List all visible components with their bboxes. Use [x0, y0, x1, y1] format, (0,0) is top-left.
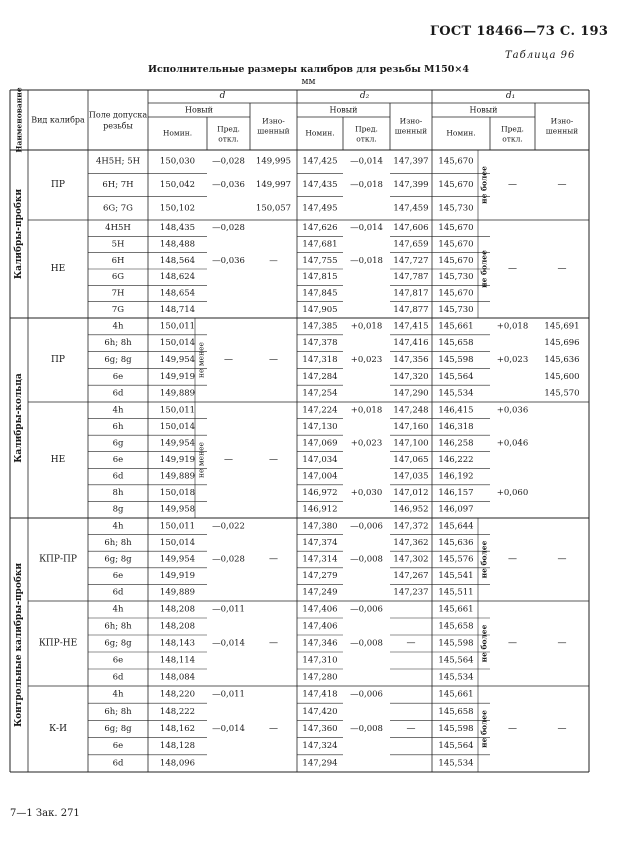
d2-nominal-cell: 147,420: [302, 706, 338, 717]
col-worn-header: шенный: [394, 126, 428, 136]
d2-nominal-cell: 147,406: [302, 621, 338, 632]
d1-deviation-cell: +0,060: [496, 488, 529, 499]
d2-worn-cell: 147,817: [393, 288, 429, 299]
col-worn-header: шенный: [545, 126, 579, 136]
field-cell: 6h; 8h: [104, 706, 132, 717]
d2-nominal-cell: 147,755: [302, 255, 338, 266]
d-nominal-cell: 149,889: [159, 471, 196, 482]
d2-nominal-cell: 147,380: [302, 521, 338, 532]
d-nominal-cell: 149,958: [159, 504, 196, 515]
d2-worn-cell: 147,877: [393, 304, 429, 315]
d2-nominal-cell: 146,912: [302, 504, 338, 515]
d1-nominal-cell: 145,730: [438, 304, 474, 315]
d1-deviation-cell: —: [508, 638, 517, 649]
col-d2-header: d₂: [359, 91, 370, 101]
d-worn-cell: —: [269, 255, 278, 266]
field-cell: 6d: [112, 672, 124, 683]
d2-worn-cell: 147,372: [393, 521, 429, 532]
field-cell: 6e: [112, 741, 124, 752]
d2-nominal-cell: 147,318: [302, 355, 338, 365]
d2-deviation-cell: —0,018: [350, 255, 383, 266]
d-deviation-cell: —: [224, 355, 233, 365]
d-nominal-cell: 148,208: [159, 621, 196, 632]
d-nominal-cell: 149,954: [159, 355, 196, 365]
d2-worn-cell: 147,415: [393, 321, 429, 332]
d1-deviation-cell: —: [508, 724, 517, 734]
col-nominal-header: Номин.: [162, 128, 193, 138]
d2-nominal-cell: 147,815: [302, 272, 338, 283]
field-cell: 4h: [112, 689, 124, 700]
d2-nominal-cell: 147,249: [302, 587, 338, 598]
d1-deviation-cell: —: [508, 180, 517, 190]
col-deviation-header: Пред.: [217, 124, 240, 134]
d1-nominal-cell: 145,730: [438, 272, 474, 283]
d2-deviation-cell: —0,014: [350, 223, 383, 234]
field-cell: 4h: [112, 521, 124, 532]
col-field-header: Поле допуска: [88, 110, 148, 120]
d2-worn-cell: 147,397: [393, 156, 429, 167]
d2-nominal-cell: 147,284: [302, 371, 338, 382]
d2-nominal-cell: 147,406: [302, 604, 338, 615]
d1-worn-cell: 145,691: [544, 321, 580, 332]
field-cell: 6d: [112, 471, 124, 482]
d2-nominal-cell: 147,324: [302, 741, 338, 752]
field-cell: 6g; 8g: [104, 638, 132, 649]
d-nominal-cell: 150,014: [159, 338, 196, 349]
d1-nominal-cell: 145,534: [438, 672, 474, 683]
field-cell: 4H5H: [105, 223, 131, 234]
d2-nominal-cell: 147,385: [302, 321, 338, 332]
d1-nominal-cell: 145,661: [438, 604, 474, 615]
note-label: не менее: [196, 442, 206, 478]
d1-nominal-cell: 145,564: [438, 655, 474, 666]
d-nominal-cell: 148,222: [159, 706, 196, 717]
kind-label: НЕ: [50, 455, 66, 465]
d2-deviation-cell: —0,008: [350, 638, 383, 649]
field-cell: 6g; 8g: [104, 554, 132, 565]
d2-deviation-cell: —0,008: [350, 724, 383, 734]
col-deviation-header: Пред.: [501, 124, 524, 134]
d-worn-cell: 149,995: [255, 156, 292, 167]
field-cell: 7G: [111, 304, 125, 315]
d2-worn-cell: 147,290: [393, 388, 429, 399]
d2-worn-cell: 147,356: [393, 355, 429, 365]
unit-label: мм: [301, 77, 316, 87]
field-cell: 6G: [111, 272, 125, 283]
field-cell: 5H: [111, 239, 125, 250]
d-nominal-cell: 148,114: [159, 655, 196, 666]
d2-nominal-cell: 147,378: [302, 338, 338, 349]
d1-deviation-cell: —: [508, 554, 517, 565]
d2-worn-cell: 147,237: [393, 587, 429, 598]
d2-worn-cell: 147,416: [393, 338, 429, 349]
d2-nominal-cell: 147,845: [302, 288, 338, 299]
d1-nominal-cell: 145,564: [438, 371, 474, 382]
field-cell: 6e: [112, 371, 124, 382]
d1-nominal-cell: 145,598: [438, 638, 474, 649]
col-field-header: резьбы: [103, 121, 133, 131]
d1-nominal-cell: 145,730: [438, 203, 474, 214]
d1-worn-cell: —: [557, 264, 567, 274]
d1-worn-cell: —: [557, 724, 567, 734]
kind-label: КПР-НЕ: [38, 638, 78, 649]
d-nominal-cell: 149,954: [159, 554, 196, 565]
d2-nominal-cell: 147,681: [302, 239, 338, 250]
field-cell: 4h: [112, 321, 124, 332]
d2-deviation-cell: —0,006: [350, 521, 383, 532]
d2-worn-cell: 147,012: [393, 488, 429, 499]
d-worn-cell: 149,997: [255, 180, 292, 190]
d-nominal-cell: 148,714: [159, 304, 196, 315]
field-cell: 6h; 8h: [104, 338, 132, 349]
d-nominal-cell: 150,011: [159, 405, 196, 416]
kind-label: ПР: [51, 355, 65, 365]
d1-deviation-cell: +0,046: [496, 438, 529, 449]
note-label: не более: [479, 166, 489, 204]
d2-deviation-cell: —0,014: [350, 156, 383, 167]
d2-worn-cell: 147,035: [393, 471, 429, 482]
d-nominal-cell: 150,030: [159, 156, 196, 167]
d1-nominal-cell: 145,511: [438, 587, 474, 598]
d-nominal-cell: 148,220: [159, 689, 196, 700]
d1-nominal-cell: 145,658: [438, 621, 474, 632]
d2-worn-cell: 147,362: [393, 537, 429, 548]
d-nominal-cell: 148,654: [159, 288, 196, 299]
d2-nominal-cell: 147,310: [302, 655, 338, 666]
d-nominal-cell: 148,096: [159, 758, 196, 769]
d1-nominal-cell: 146,415: [438, 405, 474, 416]
field-cell: 6g; 8g: [104, 724, 132, 734]
field-cell: 6H: [111, 255, 125, 266]
kind-label: КПР-ПР: [39, 554, 77, 565]
d1-nominal-cell: 146,157: [438, 488, 474, 499]
d-nominal-cell: 150,042: [159, 180, 196, 190]
d2-deviation-cell: +0,018: [350, 405, 383, 416]
d-nominal-cell: 148,488: [159, 239, 196, 250]
col-worn-header: Изно-: [550, 116, 574, 126]
d-deviation-cell: —0,011: [212, 604, 245, 615]
d2-worn-cell: 147,302: [393, 554, 429, 565]
note-label: не более: [479, 540, 489, 579]
field-cell: 4h: [112, 604, 124, 615]
d-worn-cell: —: [269, 638, 278, 649]
d-nominal-cell: 150,102: [159, 203, 196, 214]
d2-worn-cell: 147,399: [393, 180, 429, 190]
d1-nominal-cell: 145,598: [438, 724, 474, 734]
d2-nominal-cell: 147,279: [302, 571, 338, 582]
d2-deviation-cell: +0,030: [350, 488, 383, 499]
d-deviation-cell: —0,036: [212, 180, 245, 190]
field-cell: 4h: [112, 405, 124, 416]
d2-nominal-cell: 147,495: [302, 203, 338, 214]
field-cell: 6G; 7G: [103, 203, 133, 214]
d1-nominal-cell: 146,222: [438, 455, 474, 465]
d1-nominal-cell: 145,670: [438, 288, 474, 299]
d-deviation-cell: —0,014: [212, 724, 245, 734]
table-label: Таблица 96: [505, 50, 576, 61]
col-worn-header: шенный: [257, 126, 290, 136]
d1-nominal-cell: 145,541: [438, 571, 474, 582]
col-d-header: d: [219, 91, 226, 101]
d2-worn-cell: 147,248: [393, 405, 429, 416]
kind-label: НЕ: [50, 264, 66, 274]
col-new-header: Новый: [329, 105, 358, 115]
d-nominal-cell: 148,208: [159, 604, 196, 615]
d-worn-cell: —: [269, 355, 278, 365]
field-cell: 8g: [112, 504, 124, 515]
d-worn-cell: 150,057: [255, 203, 292, 214]
d2-worn-cell: 147,267: [393, 571, 429, 582]
field-cell: 6h; 8h: [104, 621, 132, 632]
field-cell: 6h: [112, 421, 124, 432]
d1-deviation-cell: +0,023: [496, 355, 529, 365]
d1-worn-cell: 145,696: [544, 338, 580, 349]
d-deviation-cell: —0,011: [212, 689, 245, 700]
d-nominal-cell: 150,018: [159, 488, 196, 499]
field-cell: 6d: [112, 758, 124, 769]
field-cell: 6e: [112, 455, 124, 465]
d1-nominal-cell: 145,644: [438, 521, 474, 532]
d1-worn-cell: 145,636: [544, 355, 580, 365]
d2-nominal-cell: 147,254: [302, 388, 338, 399]
d1-worn-cell: 145,570: [544, 388, 580, 399]
col-kind-header: Вид калибра: [31, 115, 85, 125]
d2-deviation-cell: —0,006: [350, 604, 383, 615]
field-cell: 6h; 8h: [104, 537, 132, 548]
d2-worn-cell: 147,100: [393, 438, 429, 449]
d2-deviation-cell: +0,023: [350, 355, 383, 365]
col-new-header: Новый: [185, 105, 213, 115]
d2-worn-cell: 147,606: [393, 223, 429, 234]
col-nominal-header: Номин.: [305, 128, 335, 138]
d-deviation-cell: —0,022: [212, 521, 245, 532]
d-nominal-cell: 149,919: [159, 455, 196, 465]
d2-worn-cell: —: [406, 638, 416, 649]
d-deviation-cell: —0,028: [212, 223, 245, 234]
field-cell: 6H; 7H: [102, 180, 134, 190]
d-nominal-cell: 149,919: [159, 371, 196, 382]
d-worn-cell: —: [269, 455, 278, 465]
d2-nominal-cell: 147,314: [302, 554, 338, 565]
field-cell: 6g: [112, 438, 124, 449]
note-label: не более: [479, 250, 489, 288]
d1-nominal-cell: 145,670: [438, 180, 474, 190]
d2-nominal-cell: 147,069: [302, 438, 338, 449]
note-label: не более: [479, 624, 489, 663]
field-cell: 6e: [112, 655, 124, 666]
field-cell: 6d: [112, 388, 124, 399]
col-worn-header: Изно-: [262, 116, 285, 126]
d-deviation-cell: —0,014: [212, 638, 245, 649]
d2-nominal-cell: 147,425: [302, 156, 338, 167]
d2-worn-cell: 147,160: [393, 421, 429, 432]
d1-nominal-cell: 145,534: [438, 388, 474, 399]
d-worn-cell: —: [269, 724, 278, 734]
d-nominal-cell: 148,624: [159, 272, 196, 283]
d2-nominal-cell: 147,130: [302, 421, 338, 432]
d-nominal-cell: 148,128: [159, 741, 196, 752]
kind-label: К-И: [49, 724, 67, 734]
table-title: Исполнительные размеры калибров для резьбы М150×4: [148, 64, 469, 75]
field-cell: 6g; 8g: [104, 355, 132, 365]
page-header: ГОСТ 18466—73 С. 193: [430, 24, 609, 39]
col-deviation-header: Пред.: [355, 124, 378, 134]
d-nominal-cell: 150,011: [159, 521, 196, 532]
d1-worn-cell: —: [557, 554, 567, 565]
d2-nominal-cell: 147,626: [302, 223, 338, 234]
note-label: не более: [479, 710, 489, 748]
field-cell: 6d: [112, 587, 124, 598]
d1-nominal-cell: 145,534: [438, 758, 474, 769]
d2-nominal-cell: 147,004: [302, 471, 338, 482]
col-deviation-header: откл.: [356, 134, 377, 144]
d-nominal-cell: 149,919: [159, 571, 196, 582]
d1-nominal-cell: 146,318: [438, 421, 474, 432]
d2-worn-cell: —: [406, 724, 416, 734]
d-nominal-cell: 149,889: [159, 587, 196, 598]
field-cell: 6e: [112, 571, 124, 582]
col-d1-header: d₁: [505, 91, 516, 101]
d2-deviation-cell: —0,018: [350, 180, 383, 190]
d2-worn-cell: 147,727: [393, 255, 429, 266]
d1-nominal-cell: 145,564: [438, 741, 474, 752]
col-new-header: Новый: [469, 105, 498, 115]
d2-worn-cell: 147,787: [393, 272, 429, 283]
d2-deviation-cell: +0,023: [350, 438, 383, 449]
group-label: Калибры-пробки: [14, 188, 24, 280]
group-label: Контрольные калибры-пробки: [14, 562, 24, 728]
d2-worn-cell: 147,459: [393, 203, 429, 214]
d-worn-cell: —: [269, 554, 278, 565]
d2-nominal-cell: 147,034: [302, 455, 338, 465]
d2-worn-cell: 146,952: [393, 504, 429, 515]
d1-nominal-cell: 145,636: [438, 537, 474, 548]
d2-worn-cell: 147,065: [393, 455, 429, 465]
d1-worn-cell: —: [557, 638, 567, 649]
d1-nominal-cell: 145,658: [438, 706, 474, 717]
d1-nominal-cell: 145,658: [438, 338, 474, 349]
d1-deviation-cell: —: [508, 264, 517, 274]
d-nominal-cell: 149,954: [159, 438, 196, 449]
d2-deviation-cell: —0,008: [350, 554, 383, 565]
d1-nominal-cell: 146,097: [438, 504, 474, 515]
d2-nominal-cell: 147,346: [302, 638, 338, 649]
d-nominal-cell: 148,162: [159, 724, 196, 734]
col-name-header: Наименование: [14, 87, 24, 153]
d2-nominal-cell: 147,294: [302, 758, 338, 769]
d-deviation-cell: —0,028: [212, 156, 245, 167]
d1-nominal-cell: 146,258: [438, 438, 474, 449]
page-footer: 7—1 Зак. 271: [10, 808, 80, 819]
col-nominal-header: Номин.: [446, 128, 476, 138]
d-nominal-cell: 148,564: [159, 255, 196, 266]
d2-deviation-cell: —0,006: [350, 689, 383, 700]
d-nominal-cell: 150,014: [159, 421, 196, 432]
d1-nominal-cell: 145,670: [438, 255, 474, 266]
col-worn-header: Изно-: [399, 116, 423, 126]
d2-nominal-cell: 147,435: [302, 180, 338, 190]
d-deviation-cell: —0,036: [212, 255, 245, 266]
group-label: Калибры-кольца: [14, 373, 24, 463]
d-deviation-cell: —0,028: [212, 554, 245, 565]
d-nominal-cell: 148,143: [159, 638, 196, 649]
col-deviation-header: откл.: [502, 134, 523, 144]
d1-worn-cell: 145,600: [544, 371, 580, 382]
d2-nominal-cell: 147,418: [302, 689, 338, 700]
d1-nominal-cell: 145,670: [438, 223, 474, 234]
field-cell: 4H5H; 5H: [95, 156, 141, 167]
note-label: не менее: [196, 342, 206, 378]
d1-deviation-cell: +0,018: [496, 321, 529, 332]
d1-deviation-cell: +0,036: [496, 405, 529, 416]
d2-nominal-cell: 147,374: [302, 537, 338, 548]
d1-nominal-cell: 145,661: [438, 689, 474, 700]
d1-nominal-cell: 145,576: [438, 554, 474, 565]
d1-nominal-cell: 145,670: [438, 156, 474, 167]
d1-nominal-cell: 146,192: [438, 471, 474, 482]
field-cell: 8h: [112, 488, 124, 499]
d2-nominal-cell: 146,972: [302, 488, 338, 499]
kind-label: ПР: [51, 180, 65, 190]
d2-nominal-cell: 147,905: [302, 304, 338, 315]
col-deviation-header: откл.: [218, 134, 239, 144]
d-nominal-cell: 150,014: [159, 537, 196, 548]
d-nominal-cell: 149,889: [159, 388, 196, 399]
d2-nominal-cell: 147,224: [302, 405, 338, 416]
d2-worn-cell: 147,320: [393, 371, 429, 382]
d1-nominal-cell: 145,598: [438, 355, 474, 365]
d-nominal-cell: 148,435: [159, 223, 196, 234]
d-nominal-cell: 150,011: [159, 321, 196, 332]
d2-worn-cell: 147,659: [393, 239, 429, 250]
d-deviation-cell: —: [224, 455, 233, 465]
d-nominal-cell: 148,084: [159, 672, 196, 683]
d1-nominal-cell: 145,670: [438, 239, 474, 250]
d2-nominal-cell: 147,280: [302, 672, 338, 683]
d1-worn-cell: —: [557, 180, 567, 190]
d2-deviation-cell: +0,018: [350, 321, 383, 332]
d2-nominal-cell: 147,360: [302, 724, 338, 734]
d1-nominal-cell: 145,661: [438, 321, 474, 332]
field-cell: 7H: [111, 288, 125, 299]
